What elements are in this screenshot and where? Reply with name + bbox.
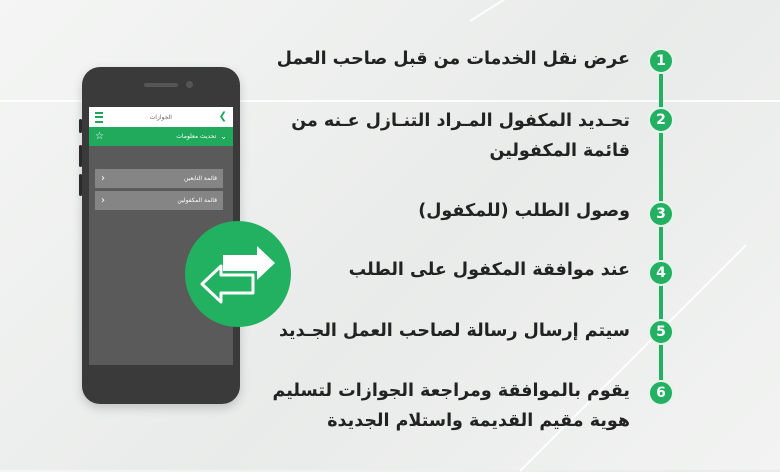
list-item-label: قائمة التابعين — [183, 175, 217, 182]
menu-icon[interactable] — [95, 112, 103, 123]
exchange-arrows-graphic — [197, 244, 279, 304]
chevron-right-icon: › — [101, 194, 105, 206]
step-text-2: تحـديد المكفول المـراد التنـازل عـنه من قائمة المكفولين — [291, 111, 630, 161]
step-text-6: يقوم بالموافقة ومراجعة الجوازات لتسليم هوية مقيم القديمة واستلام الجديدة — [272, 381, 630, 431]
chevron-right-icon: › — [101, 172, 105, 184]
phone-side-button — [79, 174, 82, 196]
step-number-4: 4 — [648, 260, 674, 286]
star-icon[interactable]: ☆ — [95, 130, 104, 142]
step-number-1: 1 — [648, 48, 674, 74]
app-sub-header — [89, 127, 233, 146]
back-arrow-icon[interactable]: ❮ — [218, 111, 227, 122]
step-number-3: 3 — [648, 201, 674, 227]
background-line — [469, 0, 750, 22]
step-text-1: عرض نقل الخدمات من قبل صاحب العمل — [276, 49, 630, 69]
update-info-section[interactable] — [176, 133, 227, 141]
phone-side-button — [79, 119, 82, 133]
app-header — [89, 107, 233, 127]
step-number-2: 2 — [648, 107, 674, 133]
step-number-6: 6 — [648, 380, 674, 406]
step-number-5: 5 — [648, 319, 674, 345]
update-info-label: تحديث معلومات — [176, 133, 217, 140]
step-text-3: وصول الطلب (للمكفول) — [418, 201, 630, 221]
chevron-down-icon: ⌄ — [220, 131, 227, 141]
step-text-5: سيتم إرسال رسالة لصاحب العمل الجـديد — [278, 321, 630, 341]
phone-camera — [186, 81, 193, 88]
phone-speaker — [144, 83, 178, 87]
step-text-4: عند موافقة المكفول على الطلب — [348, 260, 630, 280]
list-item-dependents[interactable] — [95, 169, 223, 188]
list-item-label: قائمة المكفولين — [177, 197, 217, 204]
app-menu-list — [95, 169, 223, 213]
phone-side-button — [79, 145, 82, 167]
app-title: الجوازات — [149, 113, 172, 121]
list-item-sponsored[interactable] — [95, 191, 223, 210]
